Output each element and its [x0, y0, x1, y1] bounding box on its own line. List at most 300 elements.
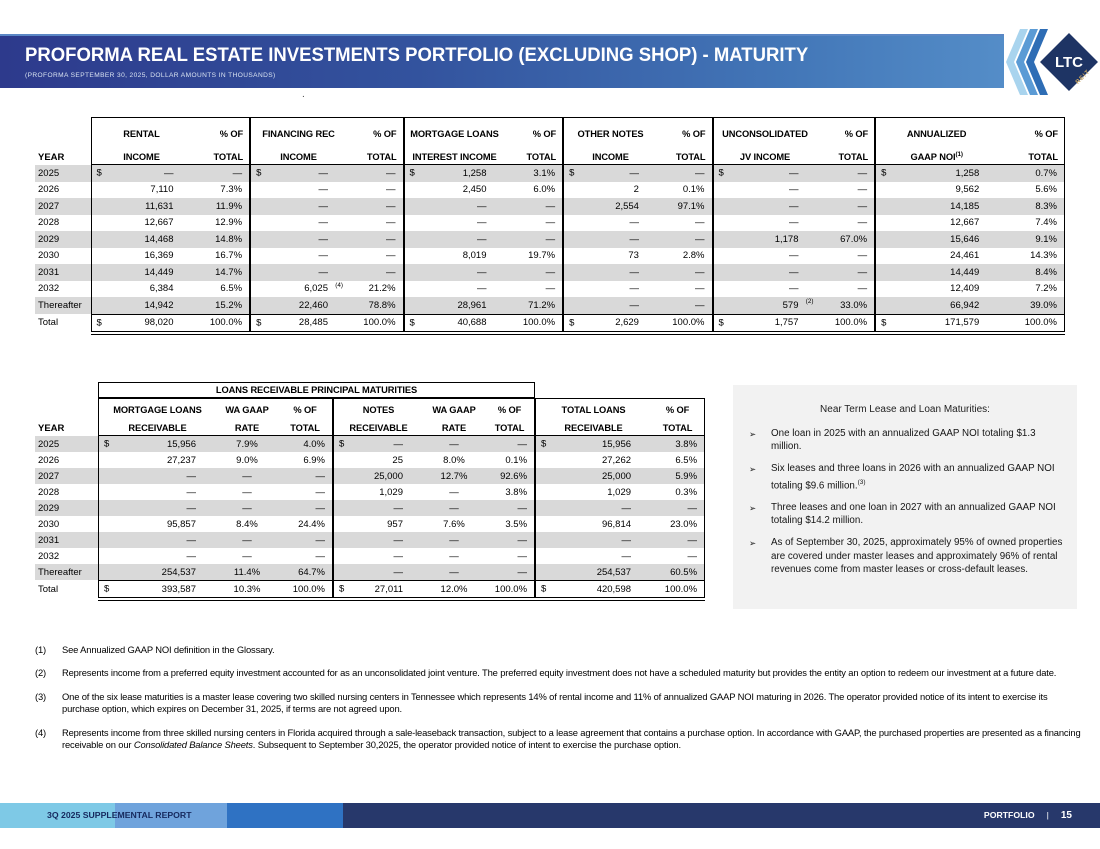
- percent-cell: 23.0%: [651, 516, 705, 532]
- value-text: —: [318, 184, 328, 196]
- year-cell: 2028: [38, 217, 60, 229]
- logo-text: LTC: [1054, 54, 1084, 71]
- value-text: —: [629, 233, 639, 245]
- footer-report-label: 3Q 2025 SUPPLEMENTAL REPORT: [47, 810, 192, 820]
- column-header: TOTAL LOANS: [535, 398, 651, 417]
- value-cell: [875, 182, 997, 199]
- value-text: —: [789, 200, 799, 212]
- rate-cell: —: [216, 500, 278, 516]
- value-text: —: [393, 438, 403, 450]
- column-header: TOTAL: [505, 141, 564, 165]
- year-cell: 2026: [38, 454, 60, 466]
- value-text: 95,857: [166, 518, 196, 530]
- column-header: TOTAL: [997, 141, 1065, 165]
- percent-cell: 0.7%: [997, 165, 1065, 182]
- dollar-sign: $: [409, 167, 415, 179]
- value-text: —: [789, 283, 799, 295]
- table-row: [35, 198, 1065, 215]
- value-text: —: [789, 250, 799, 262]
- value-cell: [875, 231, 997, 248]
- column-header: WA GAAP: [216, 398, 278, 417]
- value-cell: [91, 231, 192, 248]
- percent-cell: 2.8%: [657, 248, 713, 265]
- table-row: [35, 231, 1065, 248]
- value-cell: [250, 165, 346, 182]
- value-text: —: [477, 200, 487, 212]
- value-cell: [91, 215, 192, 232]
- value-text: 27,237: [166, 454, 196, 466]
- value-cell: [563, 314, 657, 333]
- percent-cell: 3.8%: [651, 436, 705, 452]
- value-cell: [333, 484, 423, 500]
- year-cell: Total: [38, 583, 59, 595]
- value-cell: [713, 248, 817, 265]
- value-cell: [875, 165, 997, 182]
- value-cell: [333, 516, 423, 532]
- column-header: RATE: [423, 417, 485, 436]
- dollar-sign: $: [569, 317, 575, 329]
- loans-receivable-table-grid: [35, 382, 705, 598]
- header-row: [35, 417, 705, 436]
- rate-cell: 8.0%: [443, 454, 465, 466]
- column-header: TOTAL: [278, 417, 333, 436]
- column-header: RENTAL: [91, 117, 192, 141]
- value-cell: [563, 281, 657, 298]
- value-text: 420,598: [596, 583, 632, 595]
- value-text: 14,942: [144, 299, 174, 311]
- year-cell: 2032: [38, 550, 60, 562]
- percent-cell: 33.0%: [817, 297, 876, 314]
- percent-cell: —: [657, 215, 713, 232]
- column-header: % OF: [485, 398, 535, 417]
- percent-cell: 64.7%: [278, 564, 333, 580]
- table-row: [35, 264, 1065, 281]
- footnote-ref: (4): [335, 281, 343, 289]
- bullet-text: Six leases and three loans in 2026 with an annualized GAAP NOI totaling $9.6 million.$^{(3)}$: [771, 463, 1055, 491]
- footnote-italic-part: Consolidated Balance Sheets: [133, 739, 253, 751]
- year-cell: 2026: [38, 184, 60, 196]
- value-cell: [98, 452, 216, 468]
- percent-cell: —: [346, 165, 404, 182]
- footnote: [35, 667, 1083, 680]
- value-cell: [404, 198, 505, 215]
- percent-cell: 3.8%: [485, 484, 535, 500]
- table-row: [35, 580, 705, 598]
- value-text: —: [318, 200, 328, 212]
- value-text: —: [621, 550, 632, 562]
- value-cell: [333, 452, 423, 468]
- rate-cell: —: [449, 550, 459, 562]
- value-cell: [333, 532, 423, 548]
- value-cell: [98, 580, 216, 598]
- dollar-sign: $: [339, 583, 345, 595]
- percent-cell: 100.0%: [346, 314, 404, 333]
- year-cell: 2031: [35, 264, 91, 281]
- column-header: GAAP NOI$^{(1)}$: [875, 141, 997, 165]
- rate-cell: —: [423, 532, 485, 548]
- rate-cell: 8.4%: [236, 518, 258, 530]
- value-cell: [250, 182, 346, 199]
- value-text: 254,537: [596, 566, 632, 578]
- ltc-logo: [1004, 29, 1100, 95]
- percent-cell: 11.9%: [192, 198, 251, 215]
- value-text: 16,369: [144, 250, 174, 262]
- value-text: 2,554: [615, 200, 639, 212]
- value-text: —: [318, 167, 328, 179]
- value-cell: [404, 297, 505, 314]
- column-header: NOTES: [333, 398, 423, 417]
- value-cell: [713, 281, 817, 298]
- year-spacer: [35, 398, 98, 417]
- percent-cell: 60.5%: [651, 564, 705, 580]
- value-cell: [98, 436, 216, 452]
- value-cell: [535, 516, 651, 532]
- dollar-sign: $: [96, 167, 102, 179]
- value-text: —: [393, 534, 403, 546]
- value-text: —: [318, 233, 328, 245]
- value-cell: [875, 215, 997, 232]
- table-row: [35, 281, 1065, 298]
- value-cell: [98, 516, 216, 532]
- year-cell: Thereafter: [35, 297, 91, 314]
- percent-cell: 6.9%: [278, 452, 333, 468]
- footer-separator: |: [1046, 810, 1049, 820]
- column-header: % OF: [817, 117, 876, 141]
- value-cell: [333, 564, 423, 580]
- rate-cell: 9.0%: [236, 454, 258, 466]
- column-header: INCOME: [250, 141, 346, 165]
- value-text: 96,814: [601, 518, 632, 530]
- value-text: —: [186, 486, 196, 498]
- footer-section-block: [984, 803, 1072, 828]
- page-subtitle: (PROFORMA SEPTEMBER 30, 2025, DOLLAR AMOUNTS IN THOUSANDS): [25, 72, 276, 79]
- percent-cell: —: [346, 231, 404, 248]
- stray-dot: .: [302, 89, 305, 100]
- value-text: 1,258: [955, 167, 980, 179]
- percent-cell: —: [505, 198, 564, 215]
- value-cell: [250, 314, 346, 333]
- rate-cell: —: [242, 550, 252, 562]
- value-cell: [98, 564, 216, 580]
- bullet-arrow-icon: ➢: [749, 538, 757, 549]
- table-row: [35, 484, 705, 500]
- column-header: RECEIVABLE: [333, 417, 423, 436]
- percent-cell: —: [505, 264, 564, 281]
- footnote-ref: (3): [857, 478, 866, 486]
- year-cell: 2030: [38, 250, 60, 262]
- year-cell: 2025: [35, 436, 98, 452]
- percent-cell: 6.5%: [192, 281, 251, 298]
- column-header: ANNUALIZED: [875, 117, 997, 141]
- percent-cell: —: [817, 264, 876, 281]
- value-cell: [875, 297, 997, 314]
- footnote-text: Represents income from a preferred equity investment accounted for as an unconsolidated joint venture. The preferred equity investment does not have a scheduled maturity but provides the entity an option to redeem our investment at a future date.: [62, 667, 1057, 679]
- value-text: —: [477, 283, 487, 295]
- value-cell: [333, 500, 423, 516]
- year-cell: 2025: [35, 165, 91, 182]
- value-text: 14,449: [144, 266, 174, 278]
- percent-cell: 5.6%: [997, 182, 1065, 199]
- rate-cell: —: [423, 564, 485, 580]
- footer-segment-medium-blue: [227, 803, 343, 828]
- value-text: 14,185: [950, 200, 980, 212]
- column-header: TOTAL: [192, 141, 251, 165]
- column-header: % OF: [657, 117, 713, 141]
- footnote-text: One of the six lease maturities is a master lease covering two skilled nursing centers in Tennessee which represents 14% of rental income and 11% of annualized GAAP NOI maturing in 2026. The operator provided notice of its intent to exercise its purchase option, which expires on December 31, 2025, if terms are not agreed upon.: [62, 690, 1048, 715]
- value-cell: [91, 297, 192, 314]
- value-text: 1,029: [379, 486, 403, 498]
- value-cell: [563, 297, 657, 314]
- footnote-text-part: Represents income from three skilled nursing centers in Florida acquired through a sale-leaseback transaction, subject to a lease agreement that contains a purchase option. In accordance with GAAP, the purchased properties are presented as a financing receivable on our: [62, 726, 1081, 751]
- value-text: 171,579: [944, 317, 980, 329]
- table-row: [35, 165, 1065, 182]
- value-text: 22,460: [298, 299, 328, 311]
- percent-cell: —: [817, 165, 876, 182]
- year-cell: Total: [38, 317, 59, 329]
- year-cell: 2029: [35, 231, 91, 248]
- footnote-text: [62, 727, 1083, 753]
- column-header: MORTGAGE LOANS: [98, 398, 216, 417]
- percent-cell: —: [817, 182, 876, 199]
- rate-cell: —: [216, 532, 278, 548]
- percent-cell: —: [278, 548, 333, 564]
- rate-cell: —: [242, 486, 252, 498]
- footnote-number: (2): [35, 667, 47, 679]
- value-text: —: [186, 502, 196, 514]
- value-cell: [535, 436, 651, 452]
- percent-cell: —: [485, 564, 535, 580]
- value-text: 6,384: [149, 283, 174, 295]
- dollar-sign: $: [96, 317, 102, 329]
- percent-cell: —: [657, 165, 713, 182]
- value-cell: [713, 297, 817, 314]
- value-text: —: [629, 283, 639, 295]
- percent-cell: 100.0%: [485, 580, 535, 598]
- percent-cell: —: [278, 532, 333, 548]
- table-row: [35, 548, 705, 564]
- page-title: PROFORMA REAL ESTATE INVESTMENTS PORTFOLIO (EXCLUDING SHOP) - MATURITY: [25, 44, 809, 66]
- table-banner: LOANS RECEIVABLE PRINCIPAL MATURITIES: [98, 382, 535, 398]
- column-header: JV INCOME: [713, 141, 817, 165]
- value-cell: [404, 248, 505, 265]
- rate-cell: 7.6%: [443, 518, 465, 530]
- percent-cell: —: [346, 215, 404, 232]
- column-header: UNCONSOLIDATED: [713, 117, 817, 141]
- value-text: 12,667: [144, 217, 174, 229]
- percent-cell: —: [485, 548, 535, 564]
- value-cell: [404, 182, 505, 199]
- value-cell: [404, 165, 505, 182]
- value-text: —: [477, 233, 487, 245]
- value-text: —: [186, 550, 196, 562]
- column-header: RATE: [216, 417, 278, 436]
- column-header: RECEIVABLE: [98, 417, 216, 436]
- dollar-sign: $: [339, 438, 345, 450]
- footer-page-number: 15: [1060, 810, 1072, 821]
- value-cell: [535, 532, 651, 548]
- panel-bullet-list: [733, 427, 1077, 576]
- value-cell: [713, 215, 817, 232]
- loans-receivable-table: [35, 382, 705, 598]
- footnote-text-part: . Subsequent to September 30,2025, the operator provided notice of intent to exercise the purchase option.: [252, 739, 681, 751]
- percent-cell: 5.9%: [651, 468, 705, 484]
- value-text: —: [318, 217, 328, 229]
- value-text: —: [629, 266, 639, 278]
- table-row: [35, 314, 1065, 333]
- header-row: [35, 398, 705, 417]
- percent-cell: 3.5%: [485, 516, 535, 532]
- value-text: 25,000: [373, 470, 403, 482]
- value-cell: [91, 248, 192, 265]
- value-text: —: [789, 266, 799, 278]
- table-row: [35, 468, 705, 484]
- column-header: TOTAL: [817, 141, 876, 165]
- value-cell: [404, 281, 505, 298]
- footnote: [35, 644, 1083, 657]
- value-text: —: [629, 167, 639, 179]
- value-text: 25,000: [601, 470, 632, 482]
- value-cell: [563, 182, 657, 199]
- value-cell: [875, 281, 997, 298]
- table-row: [35, 182, 1065, 199]
- percent-cell: —: [278, 500, 333, 516]
- rate-cell: —: [216, 468, 278, 484]
- column-header: INTEREST INCOME: [404, 141, 505, 165]
- value-text: 1,178: [774, 233, 799, 245]
- column-header: TOTAL: [651, 417, 705, 436]
- year-cell: 2030: [38, 518, 60, 530]
- percent-cell: —: [817, 248, 876, 265]
- percent-cell: —: [505, 281, 564, 298]
- percent-cell: 0.1%: [485, 452, 535, 468]
- bullet-text: Three leases and one loan in 2027 with an annualized GAAP NOI totaling $14.2 million.: [771, 502, 1056, 527]
- column-header: % OF: [505, 117, 564, 141]
- percent-cell: —: [278, 484, 333, 500]
- year-header: YEAR: [38, 152, 65, 163]
- percent-cell: —: [278, 468, 333, 484]
- percent-cell: 6.5%: [651, 452, 705, 468]
- dollar-sign: $: [256, 317, 262, 329]
- panel-bullet: [749, 501, 1065, 527]
- value-cell: [713, 264, 817, 281]
- percent-cell: 9.1%: [997, 231, 1065, 248]
- column-header: % OF: [651, 398, 705, 417]
- percent-cell: —: [651, 548, 705, 564]
- value-text: 15,956: [166, 438, 196, 450]
- percent-cell: 16.7%: [192, 248, 251, 265]
- header-row: [35, 141, 1065, 165]
- table-row: [35, 500, 705, 516]
- value-cell: [404, 314, 505, 333]
- percent-cell: —: [346, 248, 404, 265]
- value-cell: [563, 198, 657, 215]
- percent-cell: 100.0%: [278, 580, 333, 598]
- value-cell: [250, 231, 346, 248]
- footer-bar: [0, 803, 1100, 828]
- footnote-number: (3): [35, 690, 47, 702]
- column-header: % OF: [997, 117, 1065, 141]
- value-cell: [250, 198, 346, 215]
- dollar-sign: $: [104, 583, 110, 595]
- value-cell: [563, 264, 657, 281]
- percent-cell: —: [485, 532, 535, 548]
- value-text: 12,409: [950, 283, 980, 295]
- column-header: INCOME: [91, 141, 192, 165]
- column-header: TOTAL: [346, 141, 404, 165]
- rate-cell: 11.4%: [216, 564, 278, 580]
- spacer: [535, 382, 705, 398]
- percent-cell: —: [192, 165, 251, 182]
- value-text: —: [318, 250, 328, 262]
- value-text: 8,019: [462, 250, 487, 262]
- panel-bullet: [749, 462, 1065, 492]
- rate-cell: 10.3%: [216, 580, 278, 598]
- value-text: —: [186, 534, 196, 546]
- bullet-arrow-icon: ➢: [749, 429, 757, 439]
- table-row: [35, 215, 1065, 232]
- value-cell: [250, 281, 346, 298]
- footnote-number: (4): [35, 726, 47, 738]
- percent-cell: 100.0%: [505, 314, 564, 333]
- column-header: INCOME: [563, 141, 657, 165]
- percent-cell: 14.8%: [192, 231, 251, 248]
- value-text: —: [621, 534, 632, 546]
- table-row: [35, 436, 705, 452]
- value-cell: [535, 580, 651, 598]
- percent-cell: 21.2%: [346, 281, 404, 298]
- value-cell: [875, 264, 997, 281]
- footnotes: [35, 644, 1083, 763]
- footnote: [35, 691, 1083, 717]
- percent-cell: —: [505, 231, 564, 248]
- percent-cell: —: [346, 198, 404, 215]
- value-cell: [91, 314, 192, 333]
- value-cell: [333, 580, 423, 598]
- percent-cell: —: [485, 436, 535, 452]
- value-cell: [333, 436, 423, 452]
- value-cell: [98, 484, 216, 500]
- value-cell: [713, 231, 817, 248]
- value-text: —: [393, 502, 403, 514]
- value-text: 12,667: [950, 217, 980, 229]
- value-cell: [535, 468, 651, 484]
- value-text: 11,631: [145, 200, 174, 212]
- panel-bullet: [749, 427, 1065, 453]
- value-cell: [875, 198, 997, 215]
- value-cell: [250, 215, 346, 232]
- column-header: MORTGAGE LOANS: [404, 117, 505, 141]
- percent-cell: —: [817, 215, 876, 232]
- value-cell: [535, 452, 651, 468]
- value-text: 15,956: [601, 438, 632, 450]
- dollar-sign: $: [541, 438, 547, 450]
- panel-title: Near Term Lease and Loan Maturities:: [820, 404, 990, 415]
- value-cell: [333, 468, 423, 484]
- column-header: FINANCING REC: [250, 117, 346, 141]
- table-row: [35, 516, 705, 532]
- percent-cell: 0.1%: [657, 182, 713, 199]
- percent-cell: —: [817, 281, 876, 298]
- value-text: 15,646: [950, 233, 980, 245]
- rate-cell: —: [423, 500, 485, 516]
- percent-cell: 67.0%: [817, 231, 876, 248]
- bullet-text: As of September 30, 2025, approximately 95% of owned properties are covered under master leases and approximately 96% of rental revenues come from master leases or cross-default leases.: [771, 537, 1063, 575]
- year-cell: Thereafter: [35, 564, 98, 580]
- footnote: [35, 727, 1083, 753]
- year-cell: 2027: [35, 468, 98, 484]
- rate-cell: —: [449, 486, 459, 498]
- value-text: 9,562: [955, 184, 980, 196]
